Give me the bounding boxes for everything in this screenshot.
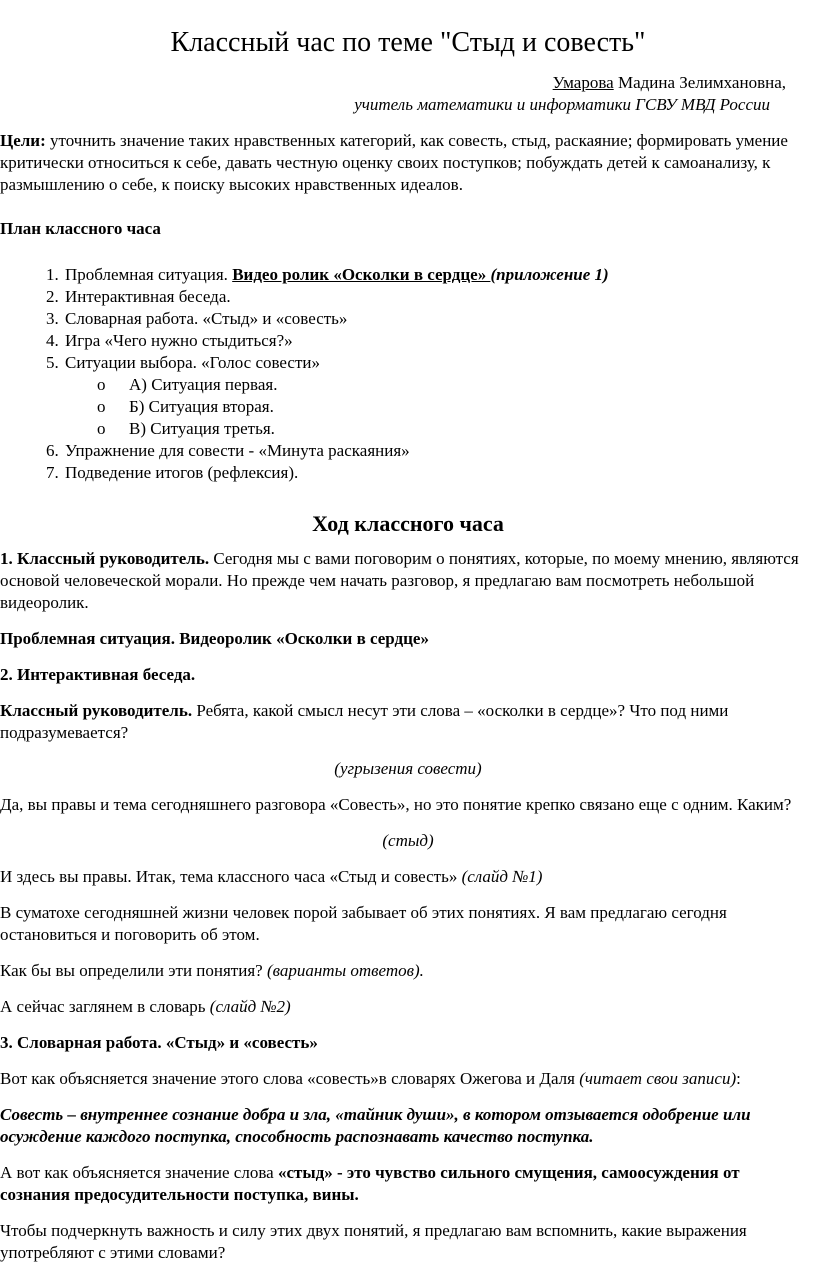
appendix-note: (приложение 1) — [490, 265, 609, 284]
paragraph: Да, вы правы и тема сегодняшнего разговора «Совесть», но это понятие крепко связано еще с одним. Каким? — [0, 795, 792, 814]
paragraph — [0, 866, 800, 888]
section-heading: Ход классного часа — [312, 511, 504, 536]
situations-sublist — [65, 374, 800, 440]
goals-label: Цели: — [0, 131, 46, 150]
reading-note: (читает свои записи) — [579, 1069, 737, 1088]
paragraph: В суматохе сегодняшней жизни человек порой забывает об этих понятиях. Я вам предлагаю сегодня остановиться и поговорить об этом. — [0, 903, 727, 944]
slide-note: (слайд №2) — [209, 997, 291, 1016]
paragraph: Чтобы подчеркнуть важность и силу этих двух понятий, я предлагаю вам вспомнить, какие выражения употребляют с этими словами? — [0, 1221, 747, 1262]
circle-bullet-icon: o — [97, 375, 106, 394]
centered-answer: (угрызения совести) — [334, 759, 482, 778]
page-title: Классный час по теме "Стыд и совесть" — [170, 27, 646, 58]
goals-text: уточнить значение таких нравственных категорий, как совесть, стыд, раскаяние; формировать умение критически относиться к себе, давать честную оценку своих поступков; побуждать детей к самоанализу, к размышлению о себе, к поиску высоких нравственных идеалов. — [0, 131, 788, 194]
paragraph — [0, 628, 800, 650]
plan-item-1-text: Проблемная ситуация. — [65, 265, 233, 284]
plan-list — [0, 264, 800, 484]
paragraph — [0, 960, 800, 982]
paragraph — [0, 548, 800, 614]
sub-item — [97, 374, 800, 396]
centered-answer: (стыд) — [382, 831, 434, 850]
answers-note: (варианты ответов). — [266, 961, 424, 980]
paragraph — [0, 664, 800, 686]
plan-item-5-text: Ситуации выбора. «Голос совести» — [65, 353, 320, 372]
shame-definition: «стыд» - это чувство сильного смущения, самоосуждения от сознания предосудительности поступка, вины. — [0, 1163, 740, 1204]
paragraph-text: : — [736, 1069, 741, 1088]
circle-bullet-icon: o — [97, 397, 106, 416]
paragraph — [0, 1104, 800, 1148]
paragraph-text: Вот как объясняется значение этого слова «совесть»в словарях Ожегова и Даля — [0, 1069, 580, 1088]
author-name-rest: Мадина Зелимхановна, — [613, 73, 786, 92]
bold-lead: Классный руководитель. — [0, 701, 193, 720]
bold-lead: 1. Классный руководитель. — [0, 549, 210, 568]
paragraph-text: И здесь вы правы. Итак, тема классного часа «Стыд и совесть» — [0, 867, 462, 886]
author-position: учитель математики и информатики ГСВУ МВД России — [354, 95, 770, 114]
author-surname: Умарова — [552, 73, 614, 92]
plan-item: 6. Упражнение для совести - «Минута раскаяния» — [63, 440, 800, 462]
paragraph-text: А сейчас заглянем в словарь — [0, 997, 210, 1016]
paragraph — [0, 1068, 800, 1090]
sub-item-text: Б) Ситуация вторая. — [129, 397, 274, 416]
slide-note: (слайд №1) — [461, 867, 543, 886]
author-block — [0, 72, 786, 116]
paragraph — [0, 1032, 800, 1054]
bold-lead: 3. Словарная работа. «Стыд» и «совесть» — [0, 1033, 318, 1052]
bold-lead: Проблемная ситуация. Видеоролик «Осколки в сердце» — [0, 629, 429, 648]
plan-item: 3. Словарная работа. «Стыд» и «совесть» — [63, 308, 800, 330]
paragraph-text: Сегодня мы с вами поговорим о понятиях, которые, по моему мнению, являются основой человеческой морали. Но прежде чем начать разговор, я предлагаю вам посмотреть небольшой видеоролик. — [0, 549, 799, 612]
circle-bullet-icon: o — [97, 419, 106, 438]
video-link[interactable]: Видео ролик «Осколки в сердце» — [232, 265, 491, 284]
plan-item: 2. Интерактивная беседа. — [63, 286, 800, 308]
bold-lead: 2. Интерактивная беседа. — [0, 665, 196, 684]
sub-item-text: В) Ситуация третья. — [129, 419, 275, 438]
goals-paragraph — [0, 130, 800, 196]
plan-item: 7. Подведение итогов (рефлексия). — [63, 462, 800, 484]
paragraph-text: А вот как объясняется значение слова — [0, 1163, 278, 1182]
conscience-definition: Совесть – внутреннее сознание добра и зла, «тайник души», в котором отзывается одобрение или осуждение каждого поступка, способность распознавать качество поступка. — [0, 1105, 751, 1146]
paragraph-text: Ребята, какой смысл несут эти слова – «осколки в сердце»? Что под ними подразумевается? — [0, 701, 729, 742]
sub-item — [97, 396, 800, 418]
plan-item — [63, 264, 800, 286]
sub-item-text: А) Ситуация первая. — [129, 375, 278, 394]
sub-item — [97, 418, 800, 440]
paragraph — [0, 996, 800, 1018]
paragraph-text: Как бы вы определили эти понятия? — [0, 961, 267, 980]
author-name — [0, 72, 786, 94]
plan-item: 4. Игра «Чего нужно стыдиться?» — [63, 330, 800, 352]
plan-item — [63, 352, 800, 440]
plan-title: План классного часа — [0, 219, 161, 238]
paragraph — [0, 1162, 800, 1206]
paragraph — [0, 700, 800, 744]
